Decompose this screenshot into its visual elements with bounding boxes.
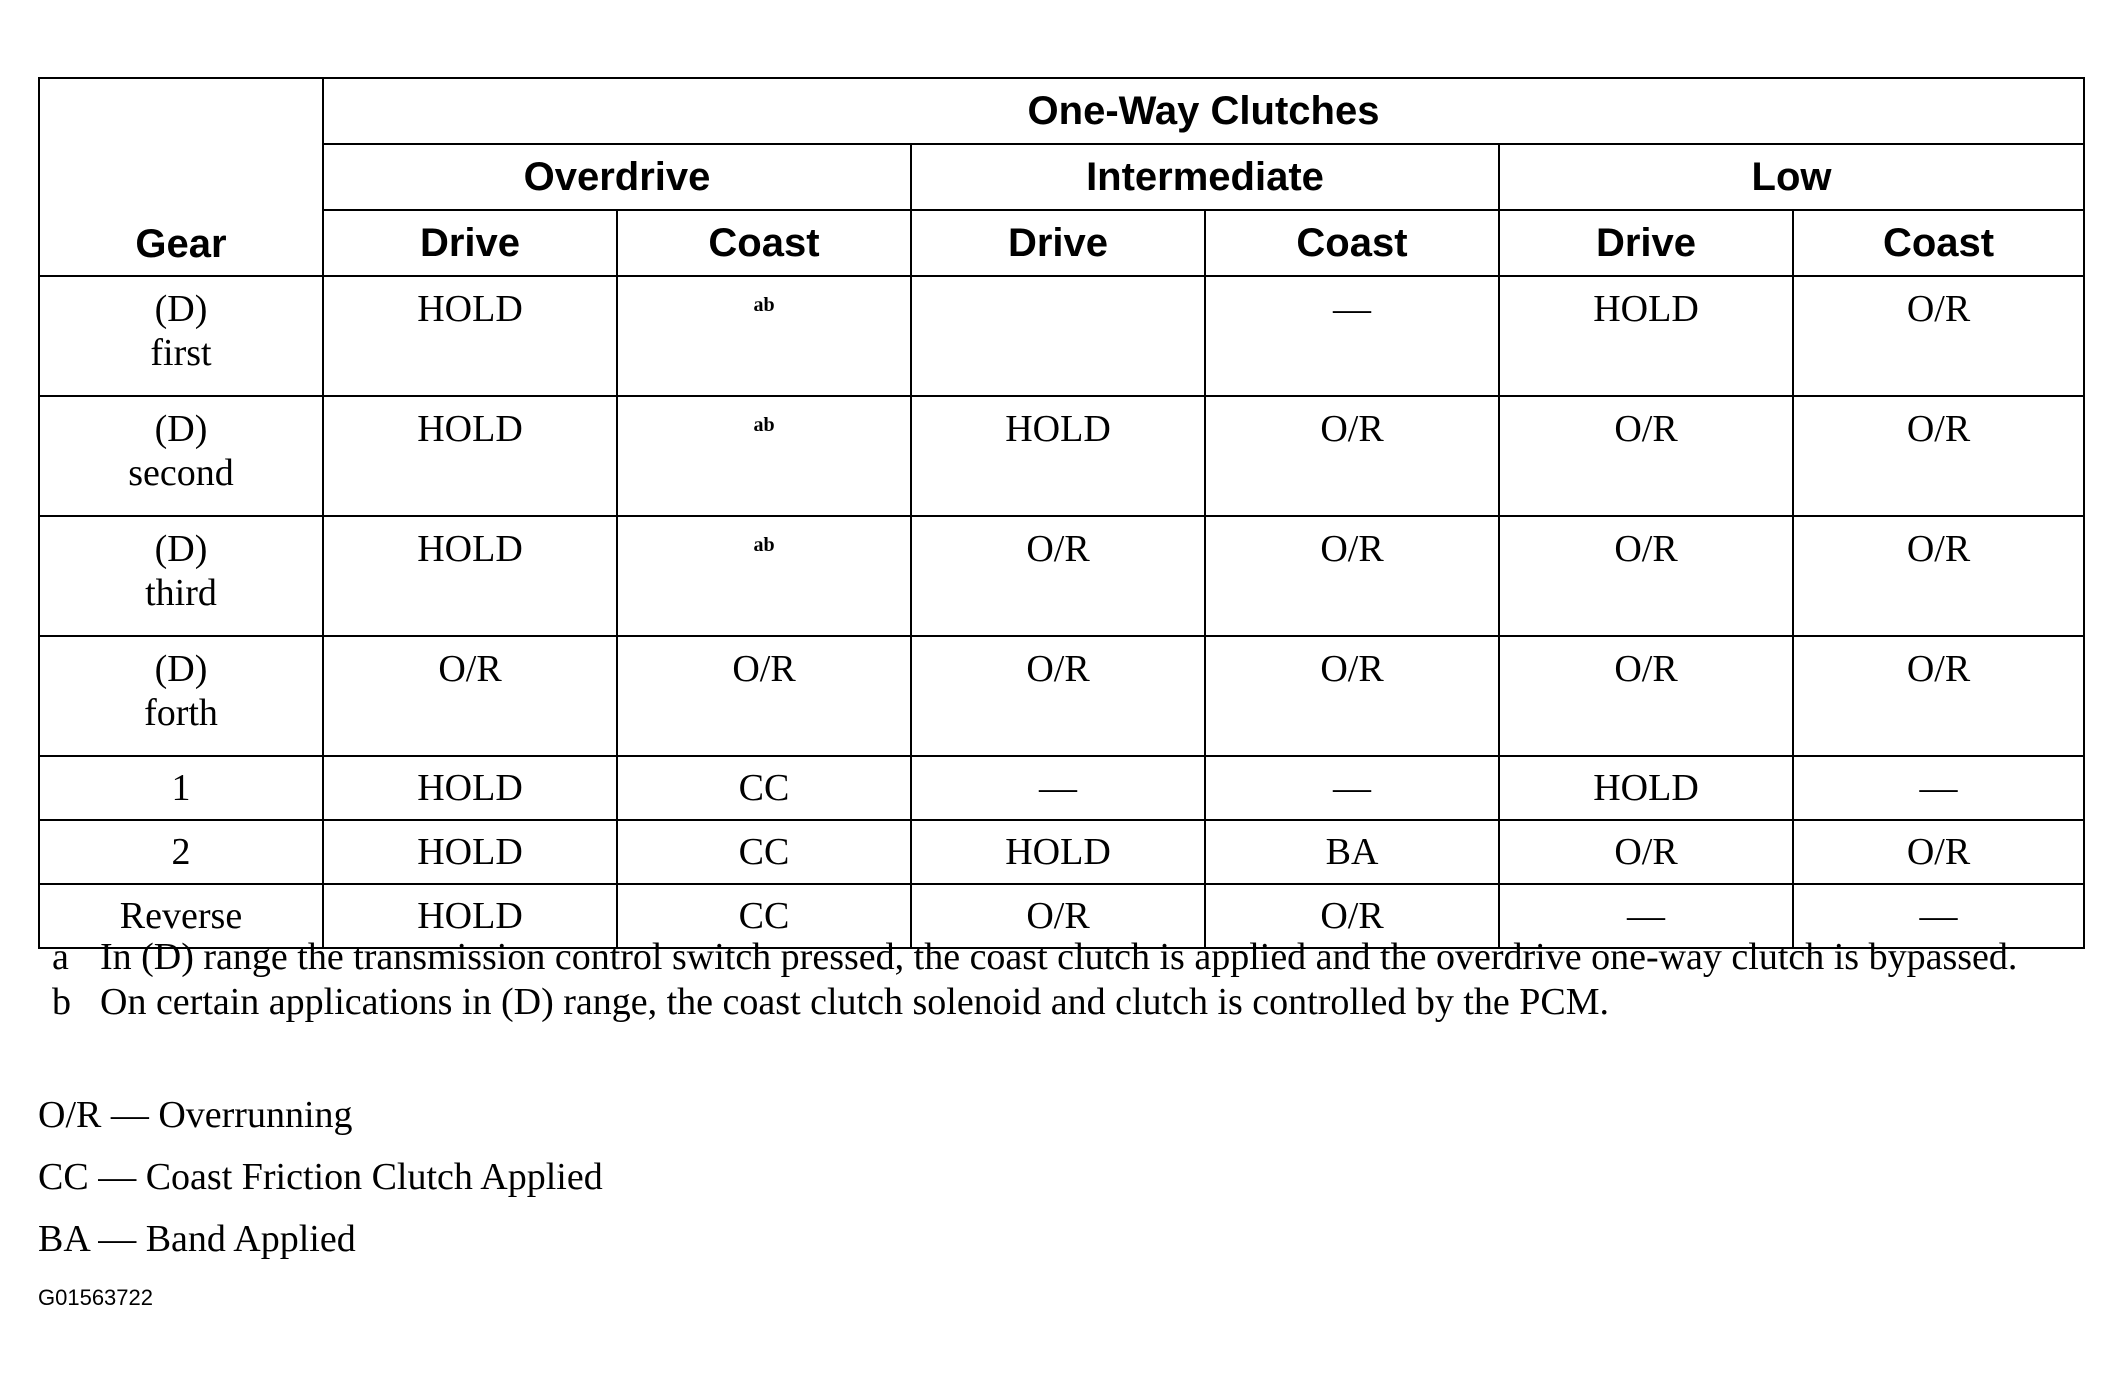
table-cell: CC bbox=[617, 884, 911, 948]
table-cell: O/R bbox=[617, 636, 911, 756]
column-header: Coast bbox=[1205, 210, 1499, 276]
table-cell: HOLD bbox=[323, 756, 617, 820]
footnote-ref: ab bbox=[753, 294, 775, 316]
footnotes bbox=[38, 935, 2088, 1025]
table-cell: O/R bbox=[323, 636, 617, 756]
table-cell bbox=[617, 516, 911, 636]
table-cell: O/R bbox=[1205, 396, 1499, 516]
column-header: Drive bbox=[323, 210, 617, 276]
column-header: Drive bbox=[911, 210, 1205, 276]
footnote-a bbox=[38, 935, 2088, 980]
figure-code: G01563722 bbox=[38, 1285, 153, 1310]
footnote-text: In (D) range the transmission control switch pressed, the coast clutch is applied and the overdrive one-way clutch is bypassed. bbox=[100, 936, 2018, 978]
overdrive-header: Overdrive bbox=[323, 144, 911, 210]
low-header: Low bbox=[1499, 144, 2084, 210]
table-cell: O/R bbox=[1205, 636, 1499, 756]
table-row bbox=[39, 516, 2084, 636]
legend-coast-clutch: CC — Coast Friction Clutch Applied bbox=[38, 1156, 603, 1198]
table-cell: — bbox=[1793, 756, 2084, 820]
table-cell: HOLD bbox=[323, 516, 617, 636]
gear-cell: (D) second bbox=[39, 396, 323, 516]
gear-cell: 2 bbox=[39, 820, 323, 884]
intermediate-header: Intermediate bbox=[911, 144, 1499, 210]
clutch-application-table bbox=[38, 77, 2085, 949]
gear-cell: (D) forth bbox=[39, 636, 323, 756]
table-cell: HOLD bbox=[911, 396, 1205, 516]
table-cell: HOLD bbox=[323, 276, 617, 396]
table-cell: O/R bbox=[1499, 636, 1793, 756]
legend-band-applied: BA — Band Applied bbox=[38, 1218, 356, 1260]
table-cell: HOLD bbox=[323, 820, 617, 884]
table-cell bbox=[911, 276, 1205, 396]
table-cell: CC bbox=[617, 756, 911, 820]
footnote-b bbox=[38, 980, 2088, 1025]
table-cell: O/R bbox=[1205, 884, 1499, 948]
footnote-ref: ab bbox=[753, 534, 775, 556]
column-header: Drive bbox=[1499, 210, 1793, 276]
gear-cell: (D) first bbox=[39, 276, 323, 396]
table-cell: O/R bbox=[1205, 516, 1499, 636]
table-cell: — bbox=[911, 756, 1205, 820]
table-cell: HOLD bbox=[323, 884, 617, 948]
table-cell: HOLD bbox=[1499, 756, 1793, 820]
table-row bbox=[39, 636, 2084, 756]
table-cell: O/R bbox=[1793, 276, 2084, 396]
table-cell: — bbox=[1205, 756, 1499, 820]
footnote-ref: ab bbox=[753, 414, 775, 436]
table-row bbox=[39, 820, 2084, 884]
table-cell: O/R bbox=[911, 516, 1205, 636]
table-cell: O/R bbox=[1793, 396, 2084, 516]
one-way-clutches-header: One-Way Clutches bbox=[323, 78, 2084, 144]
gear-header: Gear bbox=[39, 78, 323, 276]
gear-cell: Reverse bbox=[39, 884, 323, 948]
table-cell: O/R bbox=[1499, 396, 1793, 516]
table-cell: — bbox=[1205, 276, 1499, 396]
gear-cell: 1 bbox=[39, 756, 323, 820]
column-header: Coast bbox=[1793, 210, 2084, 276]
table-row bbox=[39, 756, 2084, 820]
table-cell: CC bbox=[617, 820, 911, 884]
table-cell: HOLD bbox=[1499, 276, 1793, 396]
legend-overrunning: O/R — Overrunning bbox=[38, 1094, 353, 1136]
table-cell: O/R bbox=[1793, 636, 2084, 756]
table-cell: O/R bbox=[1499, 516, 1793, 636]
table-cell bbox=[617, 276, 911, 396]
table-row bbox=[39, 396, 2084, 516]
table-cell: HOLD bbox=[911, 820, 1205, 884]
gear-cell: (D) third bbox=[39, 516, 323, 636]
footnote-letter: b bbox=[52, 981, 71, 1023]
table-cell bbox=[617, 396, 911, 516]
table-cell: O/R bbox=[1793, 820, 2084, 884]
table-cell: O/R bbox=[911, 636, 1205, 756]
table-cell: O/R bbox=[911, 884, 1205, 948]
column-header: Coast bbox=[617, 210, 911, 276]
table-cell: O/R bbox=[1793, 516, 2084, 636]
footnote-letter: a bbox=[52, 936, 69, 978]
table-row bbox=[39, 276, 2084, 396]
table-cell: BA bbox=[1205, 820, 1499, 884]
table-cell: HOLD bbox=[323, 396, 617, 516]
table-cell: — bbox=[1793, 884, 2084, 948]
footnote-text: On certain applications in (D) range, the coast clutch solenoid and clutch is controlled by the PCM. bbox=[100, 981, 1610, 1023]
table-cell: — bbox=[1499, 884, 1793, 948]
table-cell: O/R bbox=[1499, 820, 1793, 884]
